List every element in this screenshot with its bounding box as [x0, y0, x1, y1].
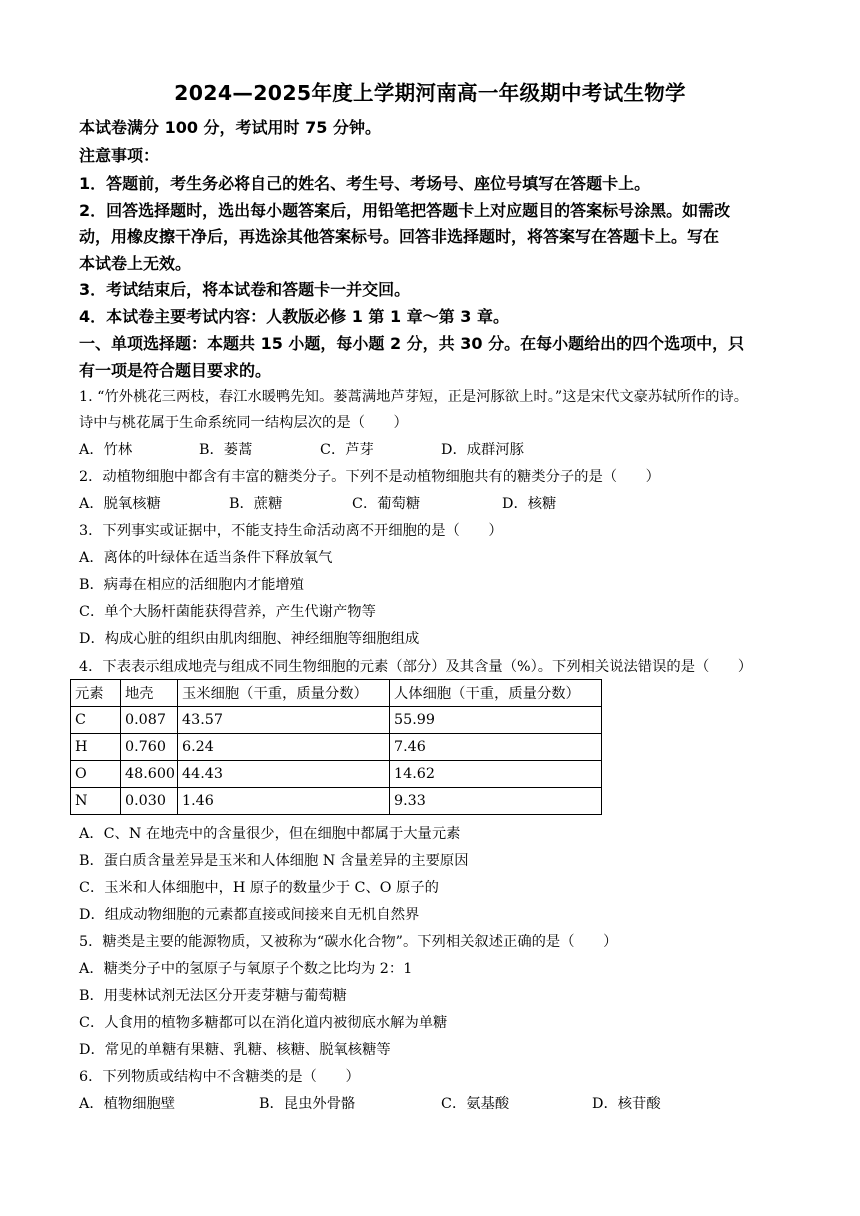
- table-cell: 0.030: [121, 788, 178, 815]
- question-1-stem: 1. “竹外桃花三两枝，春江水暖鸭先知。蒌蒿满地芦芽短，正是河豚欲上时。”这是宋代文豪苏轼所作的诗。: [79, 389, 749, 405]
- table-cell: 14.62: [390, 761, 602, 788]
- question-6-option-d: D．核苷酸: [592, 1096, 661, 1112]
- table-header-cell: 人体细胞（干重，质量分数）: [390, 680, 602, 707]
- table-cell: 43.57: [178, 707, 390, 734]
- question-6-option-c: C．氨基酸: [441, 1096, 510, 1112]
- exam-intro: 本试卷满分 100 分，考试用时 75 分钟。: [79, 118, 381, 137]
- question-5-stem: 5．糖类是主要的能源物质，又被称为“碳水化合物”。下列相关叙述正确的是（ ）: [79, 934, 618, 950]
- question-5-option-d: D．常见的单糖有果糖、乳糖、核糖、脱氧核糖等: [79, 1042, 391, 1058]
- question-6-option-a: A．植物细胞壁: [79, 1096, 176, 1112]
- question-2-stem: 2．动植物细胞中都含有丰富的糖类分子。下列不是动植物细胞共有的糖类分子的是（ ）: [79, 469, 660, 485]
- table-cell: 55.99: [390, 707, 602, 734]
- question-5-option-b: B．用斐林试剂无法区分开麦芽糖与葡萄糖: [79, 988, 347, 1004]
- note-2: 2．回答选择题时，选出每小题答案后，用铅笔把答题卡上对应题目的答案标号涂黑。如需改: [79, 201, 731, 220]
- table-cell: 7.46: [390, 734, 602, 761]
- question-4-stem: 4．下表表示组成地壳与组成不同生物细胞的元素（部分）及其含量（%）。下列相关说法错误的是（ ）: [79, 659, 753, 675]
- element-content-table: [70, 679, 602, 815]
- table-row: [71, 734, 602, 761]
- exam-title: 2024—2025年度上学期河南高一年级期中考试生物学: [174, 81, 686, 105]
- question-6-stem: 6．下列物质或结构中不含糖类的是（ ）: [79, 1069, 360, 1085]
- notes-heading: 注意事项：: [79, 146, 160, 165]
- question-1-stem-cont: 诗中与桃花属于生命系统同一结构层次的是（ ）: [79, 415, 408, 431]
- question-2-option-c: C．葡萄糖: [352, 496, 421, 512]
- table-cell: 9.33: [390, 788, 602, 815]
- question-1-option-b: B．蒌蒿: [199, 442, 253, 458]
- question-1-option-a: A．竹林: [79, 442, 133, 458]
- section-heading-cont: 有一项是符合题目要求的。: [79, 361, 272, 380]
- question-4-option-d: D．组成动物细胞的元素都直接或间接来自无机自然界: [79, 907, 420, 923]
- table-cell: 6.24: [178, 734, 390, 761]
- question-1-option-d: D．成群河豚: [441, 442, 524, 458]
- question-3-option-c: C．单个大肠杆菌能获得营养，产生代谢产物等: [79, 604, 376, 620]
- table-header-cell: 元素: [71, 680, 121, 707]
- table-cell: N: [71, 788, 121, 815]
- question-2-option-d: D．核糖: [502, 496, 557, 512]
- note-3: 3．考试结束后，将本试卷和答题卡一并交回。: [79, 280, 411, 299]
- table-row: [71, 788, 602, 815]
- question-3-option-b: B．病毒在相应的活细胞内才能增殖: [79, 577, 304, 593]
- table-cell: C: [71, 707, 121, 734]
- table-header-cell: 地壳: [121, 680, 178, 707]
- table-cell: O: [71, 761, 121, 788]
- note-2-cont: 动，用橡皮擦干净后，再选涂其他答案标号。回答非选择题时，将答案写在答题卡上。写在: [79, 227, 720, 246]
- question-5-option-c: C．人食用的植物多糖都可以在消化道内被彻底水解为单糖: [79, 1015, 448, 1031]
- question-2-option-b: B．蔗糖: [229, 496, 283, 512]
- table-row: [71, 761, 602, 788]
- table-header-cell: 玉米细胞（干重，质量分数）: [178, 680, 390, 707]
- question-5-option-a: A．糖类分子中的氢原子与氧原子个数之比均为 2：1: [79, 961, 413, 977]
- question-3-option-d: D．构成心脏的组织由肌肉细胞、神经细胞等细胞组成: [79, 631, 420, 647]
- question-3-stem: 3．下列事实或证据中，不能支持生命活动离不开细胞的是（ ）: [79, 523, 503, 539]
- table-row: [71, 707, 602, 734]
- note-4: 4．本试卷主要考试内容：人教版必修 1 第 1 章～第 3 章。: [79, 307, 509, 326]
- question-4-option-c: C．玉米和人体细胞中，H 原子的数量少于 C、O 原子的: [79, 880, 439, 896]
- section-heading: 一、单项选择题：本题共 15 小题，每小题 2 分，共 30 分。在每小题给出的四个选项中，只: [79, 334, 745, 353]
- question-4-option-b: B．蛋白质含量差异是玉米和人体细胞 N 含量差异的主要原因: [79, 853, 469, 869]
- table-cell: 0.760: [121, 734, 178, 761]
- table-cell: 48.600: [121, 761, 178, 788]
- table-header-row: [71, 680, 602, 707]
- question-4-option-a: A．C、N 在地壳中的含量很少，但在细胞中都属于大量元素: [79, 826, 461, 842]
- note-1: 1．答题前，考生务必将自己的姓名、考生号、考场号、座位号填写在答题卡上。: [79, 174, 651, 193]
- note-2-end: 本试卷上无效。: [79, 254, 192, 273]
- table-cell: 0.087: [121, 707, 178, 734]
- question-2-option-a: A．脱氧核糖: [79, 496, 161, 512]
- question-3-option-a: A．离体的叶绿体在适当条件下释放氧气: [79, 550, 333, 566]
- table-cell: 1.46: [178, 788, 390, 815]
- question-6-option-b: B．昆虫外骨骼: [259, 1096, 356, 1112]
- table-cell: 44.43: [178, 761, 390, 788]
- table-cell: H: [71, 734, 121, 761]
- question-1-option-c: C．芦芽: [320, 442, 374, 458]
